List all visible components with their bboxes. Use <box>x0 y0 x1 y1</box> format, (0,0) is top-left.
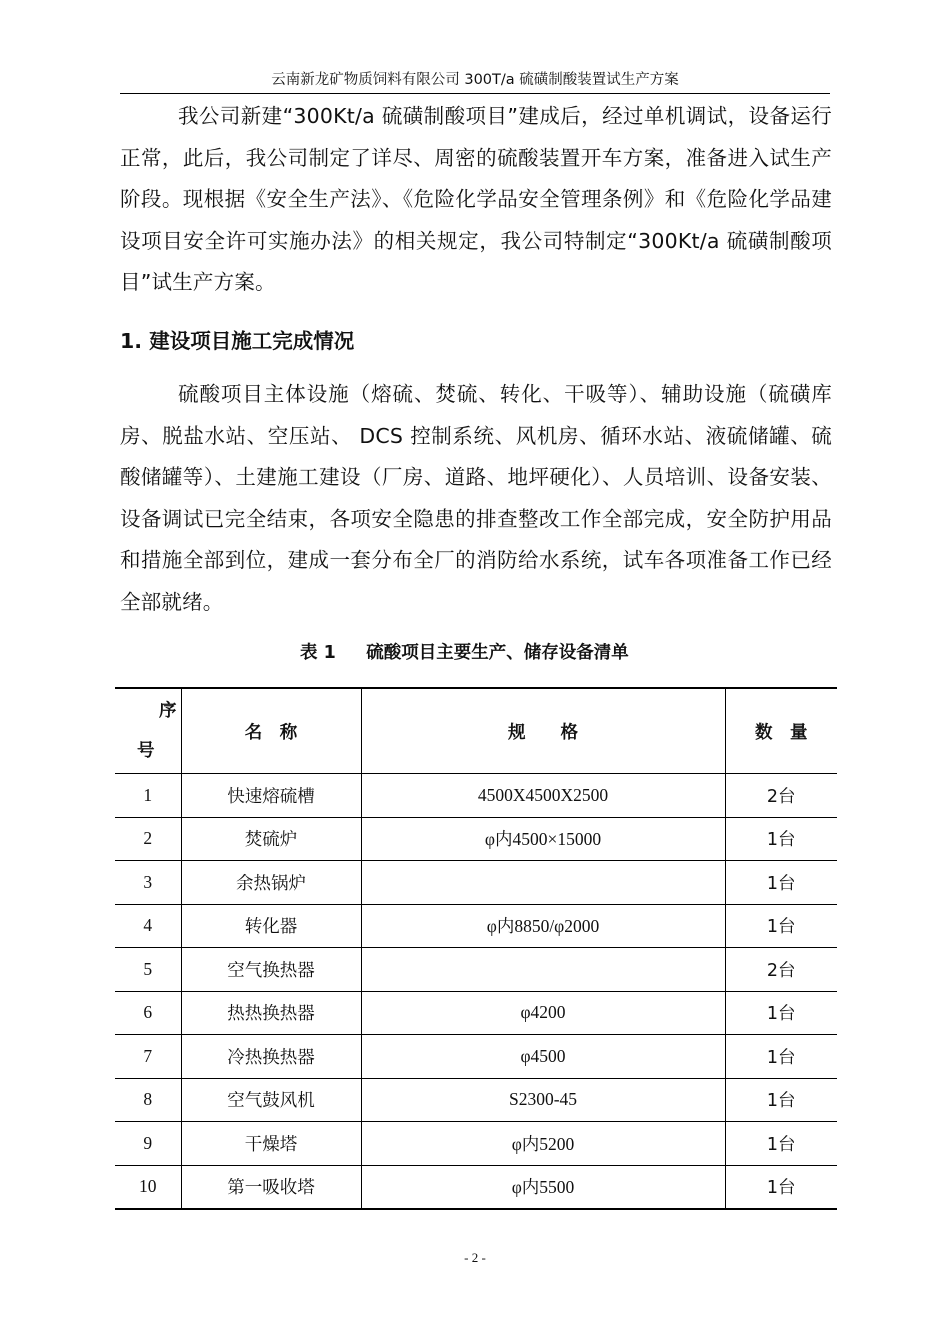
quantity-cell: 2台 <box>725 948 837 992</box>
specification-cell: 4500X4500X2500 <box>361 774 725 818</box>
column-header-number-line1: 序 <box>159 701 177 721</box>
specification-cell <box>361 861 725 905</box>
specification-cell: φ4500 <box>361 1035 725 1079</box>
table-body <box>115 774 837 1210</box>
equipment-name-cell: 焚硫炉 <box>181 817 361 861</box>
specification-cell: φ内5200 <box>361 1122 725 1166</box>
row-number-cell: 4 <box>115 904 181 948</box>
row-number-cell: 3 <box>115 861 181 905</box>
quantity-cell: 1台 <box>725 1035 837 1079</box>
specification-cell: S2300-45 <box>361 1078 725 1122</box>
row-number-cell: 7 <box>115 1035 181 1079</box>
section-body <box>120 374 832 623</box>
specification-cell: φ4200 <box>361 991 725 1035</box>
row-number-cell: 6 <box>115 991 181 1035</box>
column-header-number <box>115 688 181 774</box>
equipment-name-cell: 快速熔硫槽 <box>181 774 361 818</box>
quantity-cell: 1台 <box>725 991 837 1035</box>
table-header-row <box>115 688 837 774</box>
row-number-cell: 5 <box>115 948 181 992</box>
page-number: - 2 - <box>464 1250 486 1265</box>
table-row <box>115 1122 837 1166</box>
header-divider <box>120 93 830 94</box>
row-number-cell: 2 <box>115 817 181 861</box>
row-number-cell: 9 <box>115 1122 181 1166</box>
table-row <box>115 948 837 992</box>
equipment-name-cell: 转化器 <box>181 904 361 948</box>
quantity-cell: 1台 <box>725 1165 837 1209</box>
row-number-cell: 8 <box>115 1078 181 1122</box>
table-row <box>115 1035 837 1079</box>
equipment-name-cell: 空气鼓风机 <box>181 1078 361 1122</box>
specification-cell: φ内4500×15000 <box>361 817 725 861</box>
quantity-cell: 2台 <box>725 774 837 818</box>
table-caption: 表 1 硫酸项目主要生产、储存设备清单 <box>300 643 629 663</box>
equipment-name-cell: 干燥塔 <box>181 1122 361 1166</box>
table-row <box>115 774 837 818</box>
specification-cell: φ内5500 <box>361 1165 725 1209</box>
table-row <box>115 861 837 905</box>
row-number-cell: 10 <box>115 1165 181 1209</box>
table-row <box>115 1165 837 1209</box>
intro-paragraph: 我公司新建“300Kt/a 硫磺制酸项目”建成后，经过单机调试，设备运行正常，此后，我公司制定了详尽、周密的硫酸装置开车方案，准备进入试生产阶段。现根据《安全生产法》、《危险化学品安全管理条例》和《危险化学品建设项目安全许可实施办法》的相关规定，我公司特制定“300Kt/a 硫磺制酸项目”试生产方案。 <box>120 104 832 294</box>
quantity-cell: 1台 <box>725 1078 837 1122</box>
quantity-cell: 1台 <box>725 817 837 861</box>
page-header: 云南新龙矿物质饲料有限公司 300T/a 硫磺制酸装置试生产方案 <box>271 72 679 88</box>
equipment-name-cell: 冷热换热器 <box>181 1035 361 1079</box>
equipment-table <box>115 687 837 1210</box>
equipment-name-cell: 第一吸收塔 <box>181 1165 361 1209</box>
column-header-spec: 规 格 <box>361 688 725 774</box>
quantity-cell: 1台 <box>725 861 837 905</box>
column-header-name: 名 称 <box>181 688 361 774</box>
row-number-cell: 1 <box>115 774 181 818</box>
table-row <box>115 817 837 861</box>
equipment-name-cell: 热热换热器 <box>181 991 361 1035</box>
table-row <box>115 991 837 1035</box>
specification-cell: φ内8850/φ2000 <box>361 904 725 948</box>
table-row <box>115 1078 837 1122</box>
quantity-cell: 1台 <box>725 1122 837 1166</box>
equipment-name-cell: 余热锅炉 <box>181 861 361 905</box>
column-header-quantity: 数 量 <box>725 688 837 774</box>
section-heading: 1. 建设项目施工完成情况 <box>120 329 355 353</box>
intro-section <box>120 96 832 304</box>
quantity-cell: 1台 <box>725 904 837 948</box>
section-paragraph: 硫酸项目主体设施（熔硫、焚硫、转化、干吸等）、辅助设施（硫磺库房、脱盐水站、空压站、 DCS 控制系统、风机房、循环水站、液硫储罐、硫酸储罐等）、土建施工建设（厂房、道路、地坪硬化）、人员培训、设备安装、设备调试已完全结束，各项安全隐患的排查整改工作全部完成，安全防护用品和措施全部到位，建成一套分布全厂的消防给水系统，试车各项准备工作已经全部就绪。 <box>120 382 832 614</box>
table-row <box>115 904 837 948</box>
specification-cell <box>361 948 725 992</box>
equipment-name-cell: 空气换热器 <box>181 948 361 992</box>
column-header-number-line2: 号 <box>137 741 155 761</box>
